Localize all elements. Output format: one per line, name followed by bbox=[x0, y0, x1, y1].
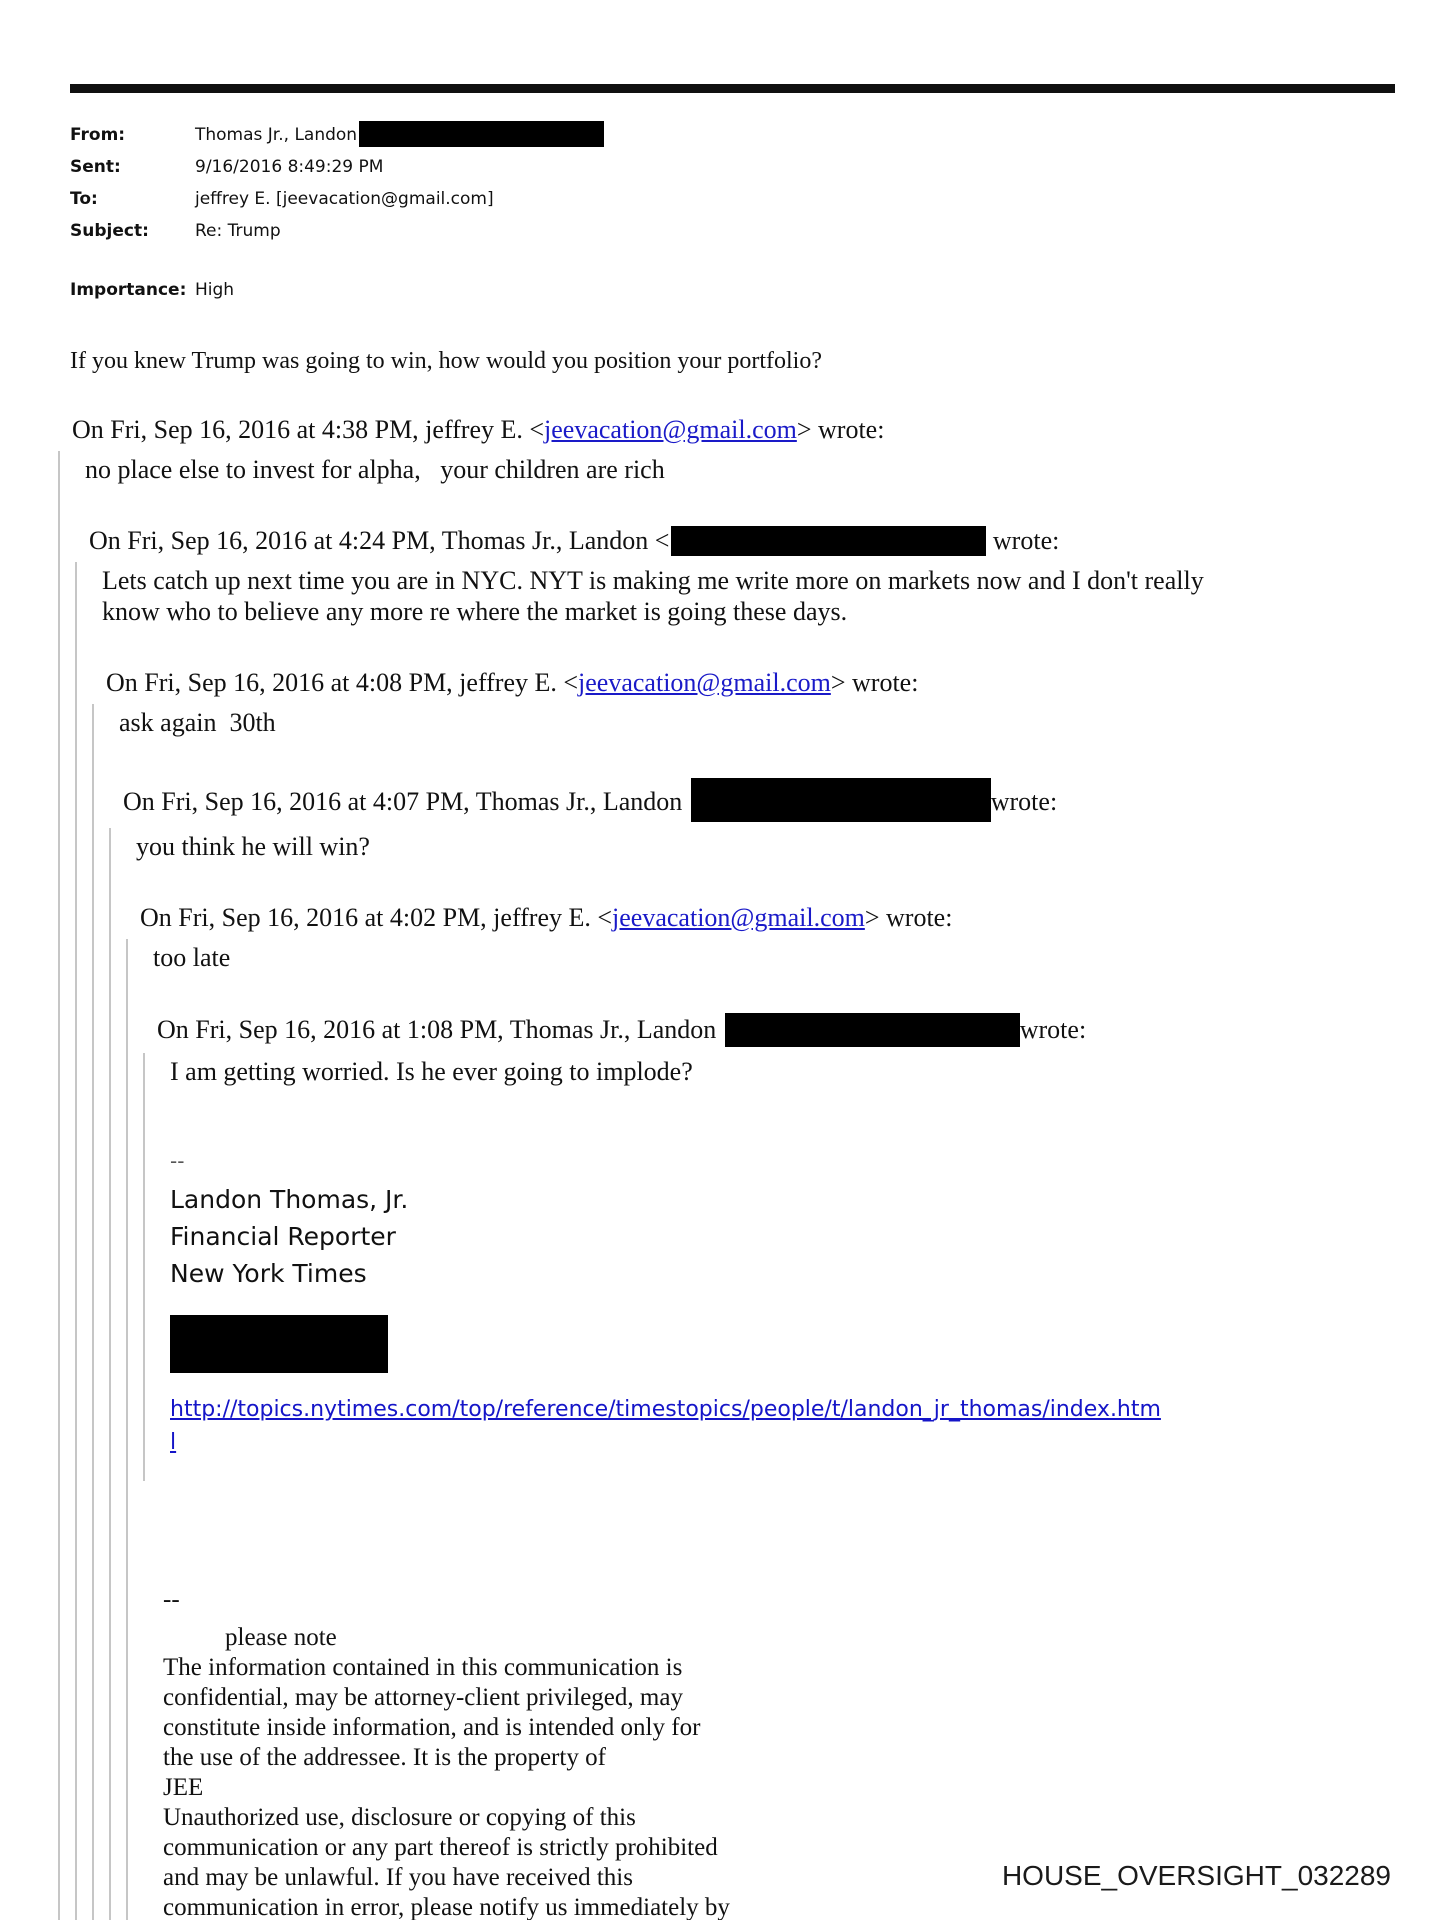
subject-value: Re: Trump bbox=[195, 221, 281, 241]
message-body-4-02pm: too late bbox=[153, 943, 231, 972]
quote-level-3 bbox=[92, 704, 1413, 1920]
header-row-to bbox=[70, 183, 1453, 215]
redaction-bar-email-address bbox=[725, 1013, 1020, 1047]
top-message-text: If you knew Trump was going to win, how would you position your portfolio? bbox=[70, 348, 822, 374]
message-body-4-24pm: Lets catch up next time you are in NYC. NYT is making me write more on markets now and I don't really know who to believe any more re where the market is going these days. bbox=[102, 566, 1211, 626]
to-value: jeffrey E. [jeevacation@gmail.com] bbox=[195, 189, 494, 209]
redaction-bar-from-address bbox=[359, 121, 604, 147]
attribution-text: On Fri, Sep 16, 2016 at 4:08 PM, jeffrey E. < bbox=[106, 668, 579, 697]
disclaimer-separator-dashes: -- bbox=[163, 1586, 180, 1613]
disclaimer-line: The information contained in this communication is bbox=[163, 1654, 683, 1681]
attribution-1-08pm bbox=[141, 1013, 1413, 1047]
disclaimer-line: communication in error, please notify us immediately by bbox=[163, 1894, 730, 1920]
signature-separator-dashes: -- bbox=[170, 1149, 185, 1173]
header-row-importance bbox=[70, 274, 1453, 306]
attribution-4-07pm bbox=[107, 778, 1413, 822]
attribution-text: wrote: bbox=[990, 787, 1058, 816]
disclaimer-note-heading: please note bbox=[225, 1624, 337, 1651]
attribution-text: > wrote: bbox=[830, 668, 919, 697]
header-row-sent bbox=[70, 151, 1453, 183]
attribution-4-08pm bbox=[90, 667, 1413, 698]
sent-value: 9/16/2016 8:49:29 PM bbox=[195, 157, 384, 177]
disclaimer-line: and may be unlawful. If you have received this bbox=[163, 1864, 633, 1891]
disclaimer-line: constitute inside information, and is intended only for bbox=[163, 1714, 701, 1741]
subject-label: Subject: bbox=[70, 221, 149, 241]
disclaimer-line: Unauthorized use, disclosure or copying of this bbox=[163, 1804, 636, 1831]
nytimes-profile-link[interactable]: http://topics.nytimes.com/top/reference/timestopics/people/t/landon_jr_thomas/index.html bbox=[170, 1397, 1161, 1455]
attribution-text: wrote: bbox=[1019, 1015, 1087, 1044]
message-body-4-07pm: you think he will win? bbox=[136, 832, 370, 861]
email-address-link[interactable]: jeevacation@gmail.com bbox=[578, 668, 831, 697]
bates-number: HOUSE_OVERSIGHT_032289 bbox=[1001, 1860, 1391, 1891]
attribution-4-02pm bbox=[124, 902, 1413, 933]
importance-label: Importance: bbox=[70, 280, 187, 300]
header-row-from bbox=[70, 119, 1453, 151]
signature-title: Financial Reporter bbox=[170, 1222, 396, 1251]
attribution-text: wrote: bbox=[986, 526, 1060, 555]
importance-value: High bbox=[195, 280, 235, 300]
signature-organization: New York Times bbox=[170, 1259, 367, 1288]
email-address-link[interactable]: jeevacation@gmail.com bbox=[612, 903, 865, 932]
disclaimer-line: communication or any part thereof is strictly prohibited bbox=[163, 1834, 718, 1861]
redaction-block-signature-contact bbox=[170, 1315, 388, 1373]
quote-level-2 bbox=[75, 562, 1413, 1920]
message-body-4-08pm: ask again 30th bbox=[119, 708, 276, 737]
disclaimer-line: confidential, may be attorney-client privileged, may bbox=[163, 1684, 683, 1711]
attribution-4-38pm bbox=[56, 414, 1413, 445]
email-header-block bbox=[70, 119, 1453, 306]
header-divider-rule bbox=[70, 84, 1395, 93]
quote-level-1 bbox=[58, 451, 1413, 1920]
from-value bbox=[195, 119, 604, 151]
header-row-subject bbox=[70, 215, 1453, 247]
disclaimer-line: the use of the addressee. It is the property of bbox=[163, 1744, 606, 1771]
to-label: To: bbox=[70, 189, 98, 209]
attribution-text: On Fri, Sep 16, 2016 at 4:02 PM, jeffrey E. < bbox=[140, 903, 613, 932]
email-address-link[interactable]: jeevacation@gmail.com bbox=[544, 415, 797, 444]
quote-level-4 bbox=[109, 828, 1413, 1920]
attribution-text: On Fri, Sep 16, 2016 at 4:24 PM, Thomas Jr., Landon < bbox=[89, 526, 670, 555]
attribution-text: > wrote: bbox=[864, 903, 953, 932]
attribution-4-24pm bbox=[73, 525, 1413, 556]
redaction-bar-email-address bbox=[671, 526, 986, 556]
quote-level-6 bbox=[143, 1053, 1413, 1481]
attribution-text: On Fri, Sep 16, 2016 at 4:38 PM, jeffrey E. < bbox=[72, 415, 545, 444]
message-body-1-08pm: I am getting worried. Is he ever going to implode? bbox=[170, 1057, 693, 1086]
quoted-thread bbox=[56, 414, 1413, 1920]
attribution-text: > wrote: bbox=[796, 415, 885, 444]
from-label: From: bbox=[70, 125, 126, 145]
sent-label: Sent: bbox=[70, 157, 121, 177]
disclaimer-line: JEE bbox=[163, 1774, 204, 1801]
attribution-text: On Fri, Sep 16, 2016 at 4:07 PM, Thomas Jr., Landon bbox=[123, 787, 689, 816]
quote-level-5 bbox=[126, 939, 1413, 1920]
redaction-bar-email-address bbox=[691, 778, 991, 822]
message-body-4-38pm: no place else to invest for alpha, your children are rich bbox=[85, 455, 665, 484]
attribution-text: On Fri, Sep 16, 2016 at 1:08 PM, Thomas Jr., Landon bbox=[157, 1015, 723, 1044]
signature-name: Landon Thomas, Jr. bbox=[170, 1185, 409, 1214]
from-name-text: Thomas Jr., Landon bbox=[195, 125, 358, 145]
